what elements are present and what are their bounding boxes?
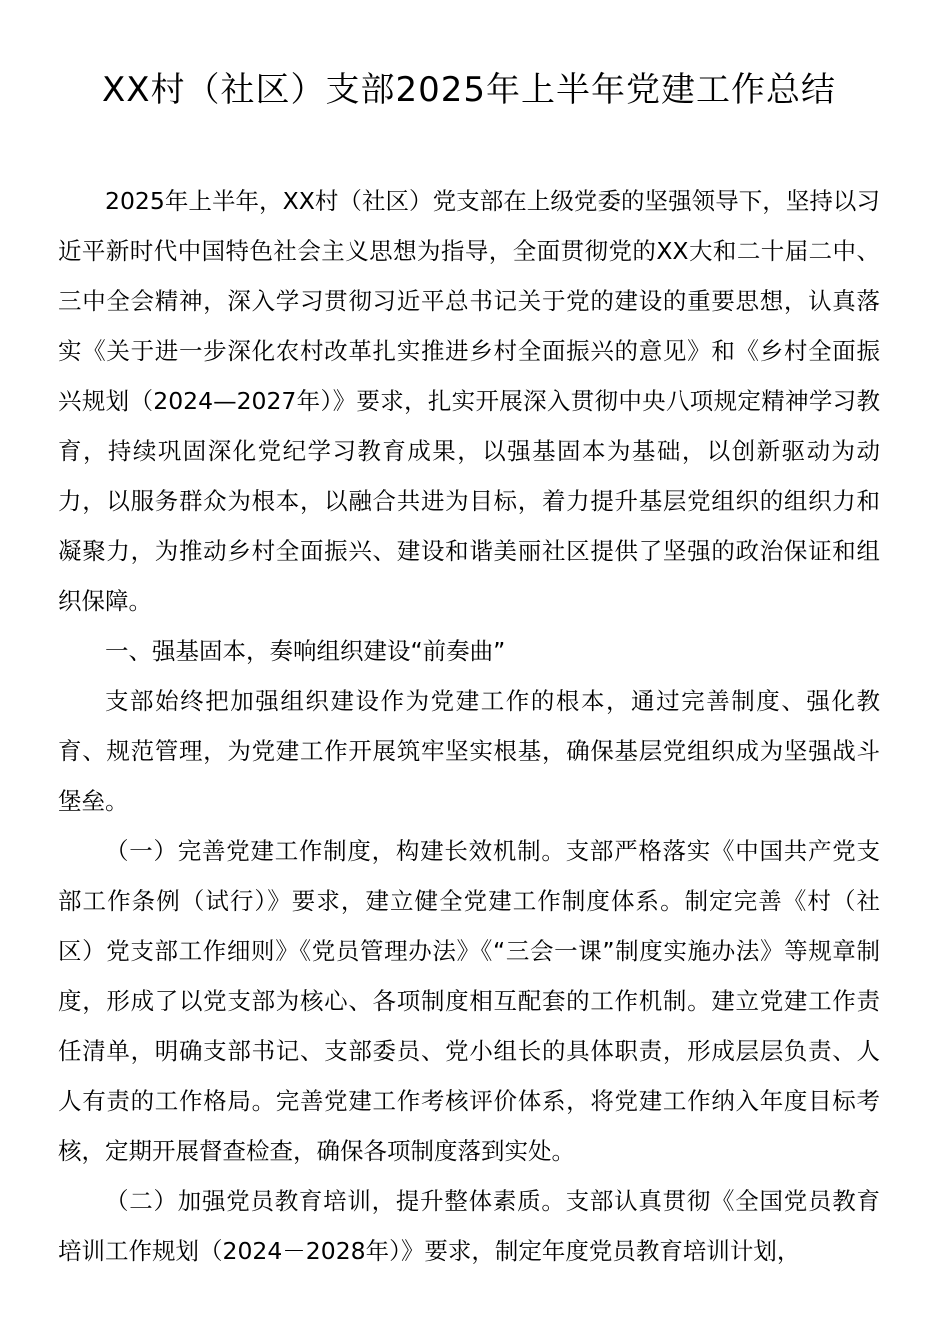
section-item-2-paragraph: （二）加强党员教育培训，提升整体素质。支部认真贯彻《全国党员教育培训工作规划（2024－2028年）》要求，制定年度党员教育培训计划， (58, 1187, 880, 1265)
section-heading: 一、强基固本，奏响组织建设“前奏曲” (105, 637, 506, 665)
intro-paragraph: 2025年上半年，XX村（社区）党支部在上级党委的坚强领导下，坚持以习近平新时代中国特色社会主义思想为指导，全面贯彻党的XX大和二十届二中、三中全会精神，深入学习贯彻习近平总书记关于党的建设的重要思想，认真落实《关于进一步深化农村改革扎实推进乡村全面振兴的意见》和《乡村全面振兴规划（2024—2027年）》要求，扎实开展深入贯彻中央八项规定精神学习教育，持续巩固深化党纪学习教育成果，以强基固本为基础，以创新驱动为动力，以服务群众为根本，以融合共进为目标，着力提升基层党组织的组织力和凝聚力，为推动乡村全面振兴、建设和谐美丽社区提供了坚强的政治保证和组织保障。 (58, 187, 880, 615)
document-title: XX村（社区）支部2025年上半年党建工作总结 (101, 70, 837, 110)
document-body (58, 176, 880, 1276)
section-item-1-paragraph: （一）完善党建工作制度，构建长效机制。支部严格落实《中国共产党支部工作条例（试行）》要求，建立健全党建工作制度体系。制定完善《村（社区）党支部工作细则》《党员管理办法》《“三会一课”制度实施办法》等规章制度，形成了以党支部为核心、各项制度相互配套的工作机制。建立党建工作责任清单，明确支部书记、支部委员、党小组长的具体职责，形成层层负责、人人有责的工作格局。完善党建工作考核评价体系，将党建工作纳入年度目标考核，定期开展督查检查，确保各项制度落到实处。 (58, 837, 880, 1165)
section-lead-paragraph: 支部始终把加强组织建设作为党建工作的根本，通过完善制度、强化教育、规范管理，为党建工作开展筑牢坚实根基，确保基层党组织成为坚强战斗堡垒。 (58, 687, 880, 815)
